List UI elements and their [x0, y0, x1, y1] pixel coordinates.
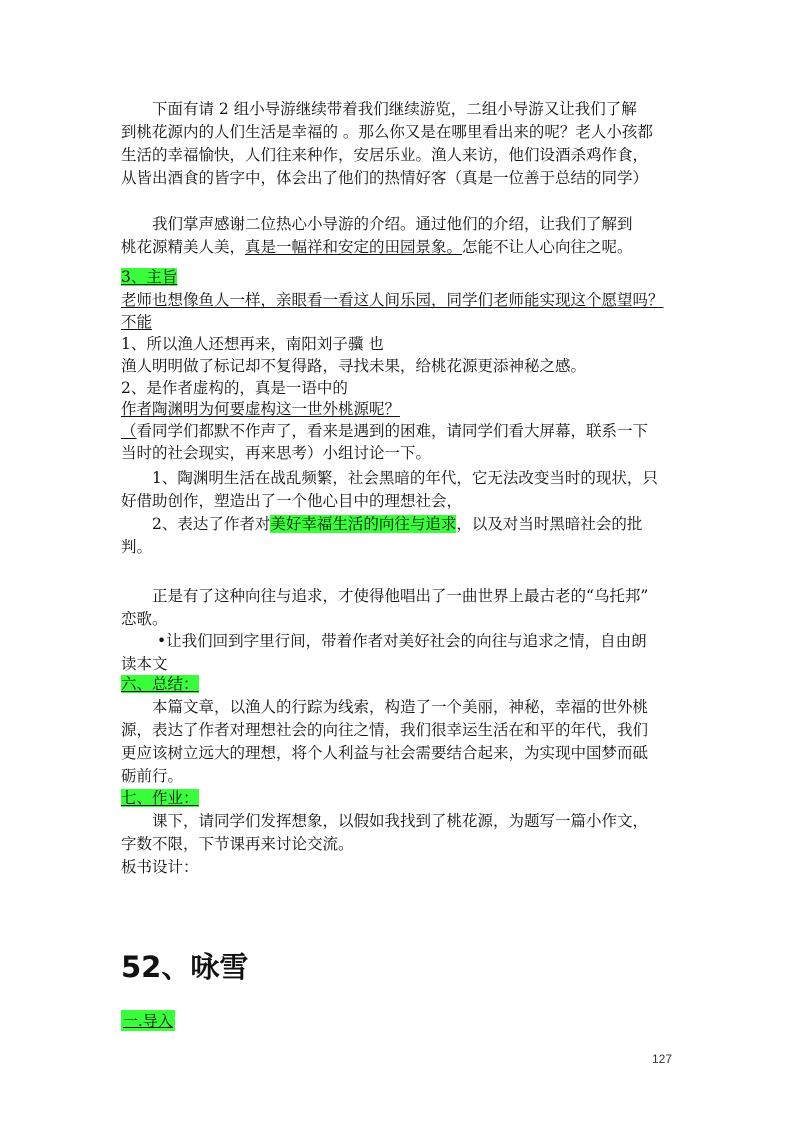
reason-line	[121, 513, 681, 536]
summary-line: 源，表达了作者对理想社会的向往之情，我们很幸运生活在和平的年代，我们	[121, 721, 649, 739]
text-run: ，以及对当时黑暗社会的批	[456, 515, 643, 533]
section-heading	[121, 787, 681, 810]
homework-line: 课下，请同学们发挥想象，以假如我找到了桃花源，为题写一篇小作文，	[152, 812, 649, 830]
paragraph-line: 从皆出酒食的皆字中，体会出了他们的热情好客（真是一位善于总结的同学）	[121, 169, 649, 187]
text-run: （	[121, 422, 137, 440]
highlighted-heading: 七、作业：	[121, 789, 199, 807]
paragraph-line: 恋歌。	[121, 610, 168, 628]
reason-line: 1、陶渊明生活在战乱频繁，社会黑暗的年代，它无法改变当时的现状，只	[152, 469, 658, 487]
highlighted-text: 美好幸福生活的向往与追求	[270, 515, 457, 533]
paragraph-line: 生活的幸福愉快，人们往来种作，安居乐业。渔人来访，他们设酒杀鸡作食，	[121, 146, 649, 164]
page-number: 127	[652, 1052, 673, 1066]
text-run: 桃花源精美人美，	[121, 238, 246, 256]
discussion-line: 当时的社会现实，再来思考）小组讨论一下。	[121, 444, 432, 462]
answer-line: 1、所以渔人还想再来，南阳刘子骥 也	[121, 335, 384, 353]
reason-line: 好借助创作，塑造出了一个他心目中的理想社会，	[121, 492, 463, 510]
text-run: 2、表达了作者对	[152, 515, 271, 533]
highlighted-heading: 3、主旨	[121, 268, 178, 286]
lesson-subheading: 一.导入	[123, 1012, 173, 1030]
reason-line: 判。	[121, 538, 153, 556]
paragraph-line: 下面有请 2 组小导游继续带着我们继续游览，二组小导游又让我们了解	[152, 100, 637, 118]
text-run: 看同学们都默不作声了，看来是遇到的困难，请同学们看大屏幕，联系一下	[136, 422, 649, 440]
homework-line: 字数不限，下节课再来讨论交流。	[121, 835, 354, 853]
answer-line: 2、是作者虚构的，真是一语中的	[121, 379, 348, 397]
lesson-title: 52、咏雪	[121, 950, 249, 984]
underlined-text: 真是一幅祥和安定的田园景象。	[245, 238, 463, 256]
highlighted-heading: 六、总结：	[121, 675, 199, 693]
question-answer: 不能	[121, 313, 153, 331]
bullet-line: •让我们回到字里行间，带着作者对美好社会的向往与追求之情，自由朗	[157, 632, 647, 650]
summary-line: 本篇文章，以渔人的行踪为线索，构造了一个美丽，神秘，幸福的世外桃	[152, 698, 649, 716]
discussion-line	[121, 420, 681, 443]
question-line: 作者陶渊明为何要虚构这一世外桃源呢？	[121, 400, 401, 418]
section-heading	[121, 266, 681, 289]
summary-line: 更应该树立远大的理想，将个人利益与社会需要结合起来，为实现中国梦而砥	[121, 744, 649, 762]
paragraph-line: 我们掌声感谢二位热心小导游的介绍。通过他们的介绍，让我们了解到	[152, 215, 633, 233]
paragraph-line: 正是有了这种向往与追求，才使得他唱出了一曲世界上最古老的“乌托邦”	[152, 587, 649, 605]
answer-line: 渔人明明做了标记却不复得路，寻找未果，给桃花源更添神秘之感。	[121, 357, 587, 375]
paragraph-line	[121, 236, 681, 259]
board-design-label: 板书设计：	[121, 858, 199, 876]
text-run: 怎能不让人心向往之呢。	[462, 238, 633, 256]
section-heading	[121, 673, 681, 696]
bullet-line: 读本文	[121, 655, 168, 673]
paragraph-line: 到桃花源内的人们生活是幸福的 。那么你又是在哪里看出来的呢？老人小孩都	[121, 123, 653, 141]
summary-line: 砺前行。	[121, 767, 184, 785]
question-line: 老师也想像鱼人一样，亲眼看一看这人间乐园，同学们老师能实现这个愿望吗？	[121, 291, 664, 309]
